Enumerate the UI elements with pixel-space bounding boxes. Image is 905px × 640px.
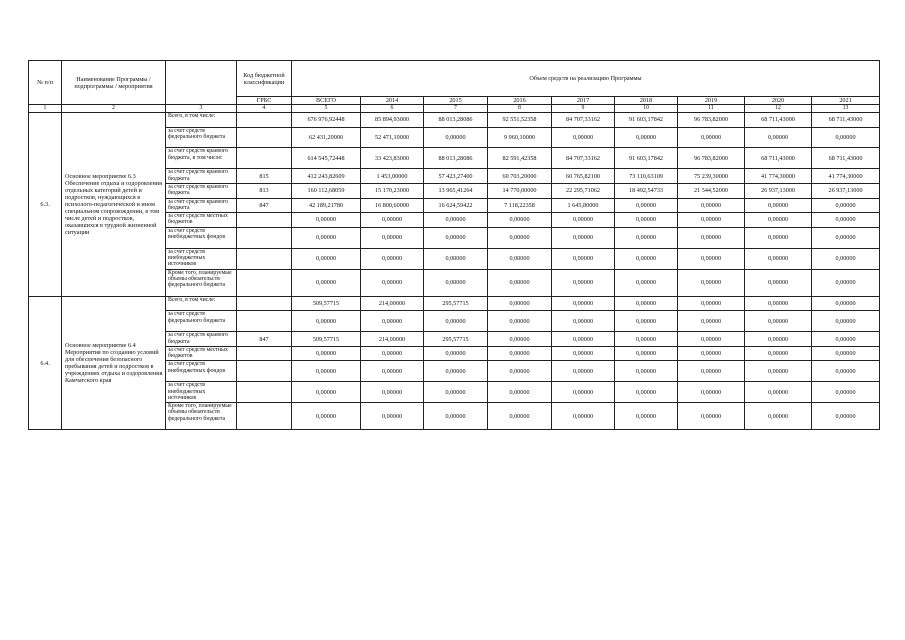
year-value: 0,00000 <box>361 361 424 382</box>
grbs-code: 847 <box>237 332 292 347</box>
year-value: 0,00000 <box>615 248 678 269</box>
year-value: 85 894,93000 <box>361 113 424 128</box>
year-value: 7 118,22358 <box>488 198 552 213</box>
total-value: 0,00000 <box>292 403 361 430</box>
year-value: 21 544,52000 <box>678 183 745 198</box>
column-index: 4 <box>237 105 292 113</box>
total-value: 509,57715 <box>292 296 361 311</box>
table-row <box>29 113 880 128</box>
year-value: 1 645,80000 <box>552 198 615 213</box>
column-index: 9 <box>552 105 615 113</box>
header-name: Наименование Программы / подпрограммы / мероприятия <box>62 61 166 105</box>
year-value: 0,00000 <box>812 227 880 248</box>
funding-source: за счет средств краевого бюджета, в том числе: <box>166 148 237 169</box>
year-value: 0,00000 <box>745 127 812 148</box>
year-value: 0,00000 <box>361 269 424 296</box>
header-year: 2019 <box>678 97 745 105</box>
year-value: 84 707,33162 <box>552 113 615 128</box>
year-value: 88 013,28086 <box>424 113 488 128</box>
year-value: 0,00000 <box>424 346 488 361</box>
year-value: 33 423,83000 <box>361 148 424 169</box>
year-value: 41 774,30000 <box>812 169 880 184</box>
document-page <box>28 60 879 538</box>
year-value: 0,00000 <box>615 382 678 403</box>
year-value: 0,00000 <box>615 127 678 148</box>
year-value: 91 603,17842 <box>615 113 678 128</box>
year-value: 0,00000 <box>424 227 488 248</box>
year-value: 68 711,43000 <box>745 113 812 128</box>
funding-source: Кроме того, планируемые объемы обязательств федерального бюджета <box>166 269 237 296</box>
year-value: 0,00000 <box>745 346 812 361</box>
year-value: 96 783,82000 <box>678 148 745 169</box>
column-index: 5 <box>292 105 361 113</box>
section-name: Основное мероприятие 6.3 Обеспечение отдыха и оздоровления отдельных категорий детей и подростков, нуждающихся в психолого-педагогической и ином специальном сопровождении, в том числе детей и подростков, оказавшихся в трудной жизненной ситуации <box>62 113 166 297</box>
year-value: 0,00000 <box>678 213 745 228</box>
funding-source: за счет средств краевого бюджета <box>166 183 237 198</box>
header-year: 2016 <box>488 97 552 105</box>
year-value: 0,00000 <box>488 403 552 430</box>
column-index: 10 <box>615 105 678 113</box>
budget-table <box>28 60 880 430</box>
total-value: 614 545,72448 <box>292 148 361 169</box>
funding-source: за счет средств краевого бюджета <box>166 169 237 184</box>
year-value: 0,00000 <box>488 296 552 311</box>
section-name: Основное мероприятие 6.4 Мероприятия по созданию условий для обеспечения безопасного пребывания детей и подростков в учреждениях отдыха и оздоровления Камчатского края <box>62 296 166 430</box>
year-value: 0,00000 <box>552 269 615 296</box>
funding-source: за счет средств федерального бюджета <box>166 311 237 332</box>
total-value: 676 976,92448 <box>292 113 361 128</box>
funding-source: Всего, в том числе: <box>166 113 237 128</box>
year-value: 68 711,43000 <box>745 148 812 169</box>
year-value: 0,00000 <box>615 403 678 430</box>
column-index: 6 <box>361 105 424 113</box>
year-value: 26 937,13000 <box>812 183 880 198</box>
year-value: 9 960,10000 <box>488 127 552 148</box>
year-value: 60 765,82100 <box>552 169 615 184</box>
year-value: 0,00000 <box>552 332 615 347</box>
year-value: 0,00000 <box>745 269 812 296</box>
grbs-code <box>237 346 292 361</box>
grbs-code: 815 <box>237 169 292 184</box>
funding-source: за счет средств федерального бюджета <box>166 127 237 148</box>
year-value: 0,00000 <box>678 403 745 430</box>
grbs-code <box>237 382 292 403</box>
year-value: 0,00000 <box>678 269 745 296</box>
year-value: 0,00000 <box>745 361 812 382</box>
year-value: 0,00000 <box>812 127 880 148</box>
year-value: 0,00000 <box>552 213 615 228</box>
year-value: 0,00000 <box>812 332 880 347</box>
year-value: 0,00000 <box>812 403 880 430</box>
total-value: 0,00000 <box>292 269 361 296</box>
header-code: Код бюджетной классификации <box>237 61 292 97</box>
year-value: 82 591,42358 <box>488 148 552 169</box>
column-index: 2 <box>62 105 166 113</box>
column-index: 12 <box>745 105 812 113</box>
year-value: 0,00000 <box>615 198 678 213</box>
column-index: 11 <box>678 105 745 113</box>
year-value: 0,00000 <box>745 403 812 430</box>
year-value: 0,00000 <box>745 296 812 311</box>
year-value: 52 471,10000 <box>361 127 424 148</box>
year-value: 0,00000 <box>424 361 488 382</box>
column-index: 1 <box>29 105 62 113</box>
year-value: 0,00000 <box>745 332 812 347</box>
year-value: 0,00000 <box>812 346 880 361</box>
year-value: 1 453,00000 <box>361 169 424 184</box>
year-value: 0,00000 <box>678 311 745 332</box>
year-value: 0,00000 <box>361 311 424 332</box>
column-index: 7 <box>424 105 488 113</box>
year-value: 0,00000 <box>615 346 678 361</box>
grbs-code <box>237 113 292 128</box>
total-value: 0,00000 <box>292 382 361 403</box>
header-year: 2014 <box>361 97 424 105</box>
year-value: 18 492,54733 <box>615 183 678 198</box>
year-value: 0,00000 <box>552 382 615 403</box>
funding-source: за счет средств краевого бюджета <box>166 332 237 347</box>
total-value: 0,00000 <box>292 311 361 332</box>
year-value: 0,00000 <box>678 382 745 403</box>
year-value: 0,00000 <box>678 227 745 248</box>
year-value: 0,00000 <box>361 248 424 269</box>
year-value: 295,57715 <box>424 296 488 311</box>
year-value: 75 239,30000 <box>678 169 745 184</box>
funding-source: за счет средств краевого бюджета <box>166 198 237 213</box>
year-value: 0,00000 <box>488 248 552 269</box>
year-value: 0,00000 <box>424 403 488 430</box>
funding-source: за счет средств внебюджетных фондов <box>166 361 237 382</box>
year-value: 0,00000 <box>745 248 812 269</box>
funding-source: Всего, в том числе: <box>166 296 237 311</box>
header-no: № п/п <box>29 61 62 105</box>
year-value: 91 603,17842 <box>615 148 678 169</box>
year-value: 0,00000 <box>812 382 880 403</box>
grbs-code <box>237 148 292 169</box>
year-value: 26 937,13000 <box>745 183 812 198</box>
grbs-code <box>237 248 292 269</box>
year-value: 0,00000 <box>488 213 552 228</box>
year-value: 214,00000 <box>361 296 424 311</box>
year-value: 0,00000 <box>678 127 745 148</box>
grbs-code: 847 <box>237 198 292 213</box>
header-year: 2021 <box>812 97 880 105</box>
year-value: 57 423,27400 <box>424 169 488 184</box>
year-value: 41 774,30000 <box>745 169 812 184</box>
funding-source: за счет средств внебюджетных источников <box>166 382 237 403</box>
year-value: 22 295,71062 <box>552 183 615 198</box>
grbs-code <box>237 296 292 311</box>
year-value: 0,00000 <box>552 127 615 148</box>
year-value: 16 624,59422 <box>424 198 488 213</box>
year-value: 0,00000 <box>812 361 880 382</box>
total-value: 0,00000 <box>292 346 361 361</box>
grbs-code <box>237 403 292 430</box>
year-value: 0,00000 <box>745 213 812 228</box>
year-value: 0,00000 <box>552 296 615 311</box>
header-spacer <box>166 61 237 105</box>
total-value: 412 243,82609 <box>292 169 361 184</box>
year-value: 0,00000 <box>678 346 745 361</box>
year-value: 0,00000 <box>424 213 488 228</box>
year-value: 0,00000 <box>615 296 678 311</box>
total-value: 42 189,21780 <box>292 198 361 213</box>
year-value: 0,00000 <box>552 227 615 248</box>
grbs-code <box>237 361 292 382</box>
year-value: 0,00000 <box>812 269 880 296</box>
year-value: 0,00000 <box>488 332 552 347</box>
year-value: 0,00000 <box>615 227 678 248</box>
year-value: 0,00000 <box>552 403 615 430</box>
grbs-code <box>237 311 292 332</box>
grbs-code: 813 <box>237 183 292 198</box>
total-value: 160 112,68059 <box>292 183 361 198</box>
year-value: 0,00000 <box>615 361 678 382</box>
header-year: 2017 <box>552 97 615 105</box>
year-value: 0,00000 <box>361 227 424 248</box>
grbs-code <box>237 127 292 148</box>
total-value: 0,00000 <box>292 361 361 382</box>
year-value: 96 783,82000 <box>678 113 745 128</box>
year-value: 15 170,23000 <box>361 183 424 198</box>
total-value: 62 431,20000 <box>292 127 361 148</box>
total-value: 509,57715 <box>292 332 361 347</box>
year-value: 214,00000 <box>361 332 424 347</box>
year-value: 0,00000 <box>552 311 615 332</box>
year-value: 0,00000 <box>615 311 678 332</box>
header-volume: Объем средств на реализацию Программы <box>292 61 880 97</box>
year-value: 0,00000 <box>552 346 615 361</box>
year-value: 0,00000 <box>678 198 745 213</box>
year-value: 68 711,43000 <box>812 113 880 128</box>
total-value: 0,00000 <box>292 227 361 248</box>
year-value: 0,00000 <box>488 346 552 361</box>
year-value: 0,00000 <box>424 127 488 148</box>
year-value: 68 711,43000 <box>812 148 880 169</box>
table-row <box>29 296 880 311</box>
year-value: 0,00000 <box>488 382 552 403</box>
section-number: 6.4. <box>29 296 62 430</box>
year-value: 0,00000 <box>615 213 678 228</box>
grbs-code <box>237 213 292 228</box>
funding-source: за счет средств внебюджетных источников <box>166 248 237 269</box>
year-value: 0,00000 <box>812 213 880 228</box>
year-value: 0,00000 <box>745 227 812 248</box>
year-value: 0,00000 <box>488 227 552 248</box>
grbs-code <box>237 269 292 296</box>
header-year: 2020 <box>745 97 812 105</box>
header-year: 2018 <box>615 97 678 105</box>
year-value: 0,00000 <box>424 248 488 269</box>
year-value: 0,00000 <box>361 403 424 430</box>
funding-source: за счет средств местных бюджетов <box>166 346 237 361</box>
year-value: 0,00000 <box>745 198 812 213</box>
year-value: 0,00000 <box>424 269 488 296</box>
year-value: 0,00000 <box>812 296 880 311</box>
year-value: 0,00000 <box>615 332 678 347</box>
year-value: 88 013,28086 <box>424 148 488 169</box>
total-value: 0,00000 <box>292 248 361 269</box>
header-year: 2015 <box>424 97 488 105</box>
year-value: 0,00000 <box>812 311 880 332</box>
year-value: 0,00000 <box>552 361 615 382</box>
year-value: 84 707,33162 <box>552 148 615 169</box>
year-value: 0,00000 <box>812 198 880 213</box>
year-value: 0,00000 <box>552 248 615 269</box>
year-value: 14 770,00000 <box>488 183 552 198</box>
funding-source: за счет средств местных бюджетов <box>166 213 237 228</box>
year-value: 16 800,60000 <box>361 198 424 213</box>
year-value: 73 110,63109 <box>615 169 678 184</box>
year-value: 0,00000 <box>678 248 745 269</box>
year-value: 0,00000 <box>745 311 812 332</box>
year-value: 0,00000 <box>361 346 424 361</box>
year-value: 0,00000 <box>812 248 880 269</box>
total-value: 0,00000 <box>292 213 361 228</box>
column-index: 13 <box>812 105 880 113</box>
year-value: 0,00000 <box>361 382 424 403</box>
year-value: 0,00000 <box>615 269 678 296</box>
year-value: 92 551,52358 <box>488 113 552 128</box>
header-grbs: ГРБС <box>237 97 292 105</box>
year-value: 0,00000 <box>424 311 488 332</box>
year-value: 0,00000 <box>678 296 745 311</box>
grbs-code <box>237 227 292 248</box>
year-value: 0,00000 <box>488 361 552 382</box>
year-value: 0,00000 <box>678 332 745 347</box>
year-value: 295,57715 <box>424 332 488 347</box>
column-index: 8 <box>488 105 552 113</box>
year-value: 0,00000 <box>424 382 488 403</box>
funding-source: за счет средств внебюджетных фондов <box>166 227 237 248</box>
year-value: 0,00000 <box>488 311 552 332</box>
section-number: 6.3. <box>29 113 62 297</box>
column-index: 3 <box>166 105 237 113</box>
year-value: 60 703,20000 <box>488 169 552 184</box>
year-value: 13 965,41264 <box>424 183 488 198</box>
year-value: 0,00000 <box>745 382 812 403</box>
header-year: ВСЕГО <box>292 97 361 105</box>
year-value: 0,00000 <box>678 361 745 382</box>
funding-source: Кроме того, планируемые объемы обязательств федерального бюджета <box>166 403 237 430</box>
year-value: 0,00000 <box>488 269 552 296</box>
year-value: 0,00000 <box>361 213 424 228</box>
